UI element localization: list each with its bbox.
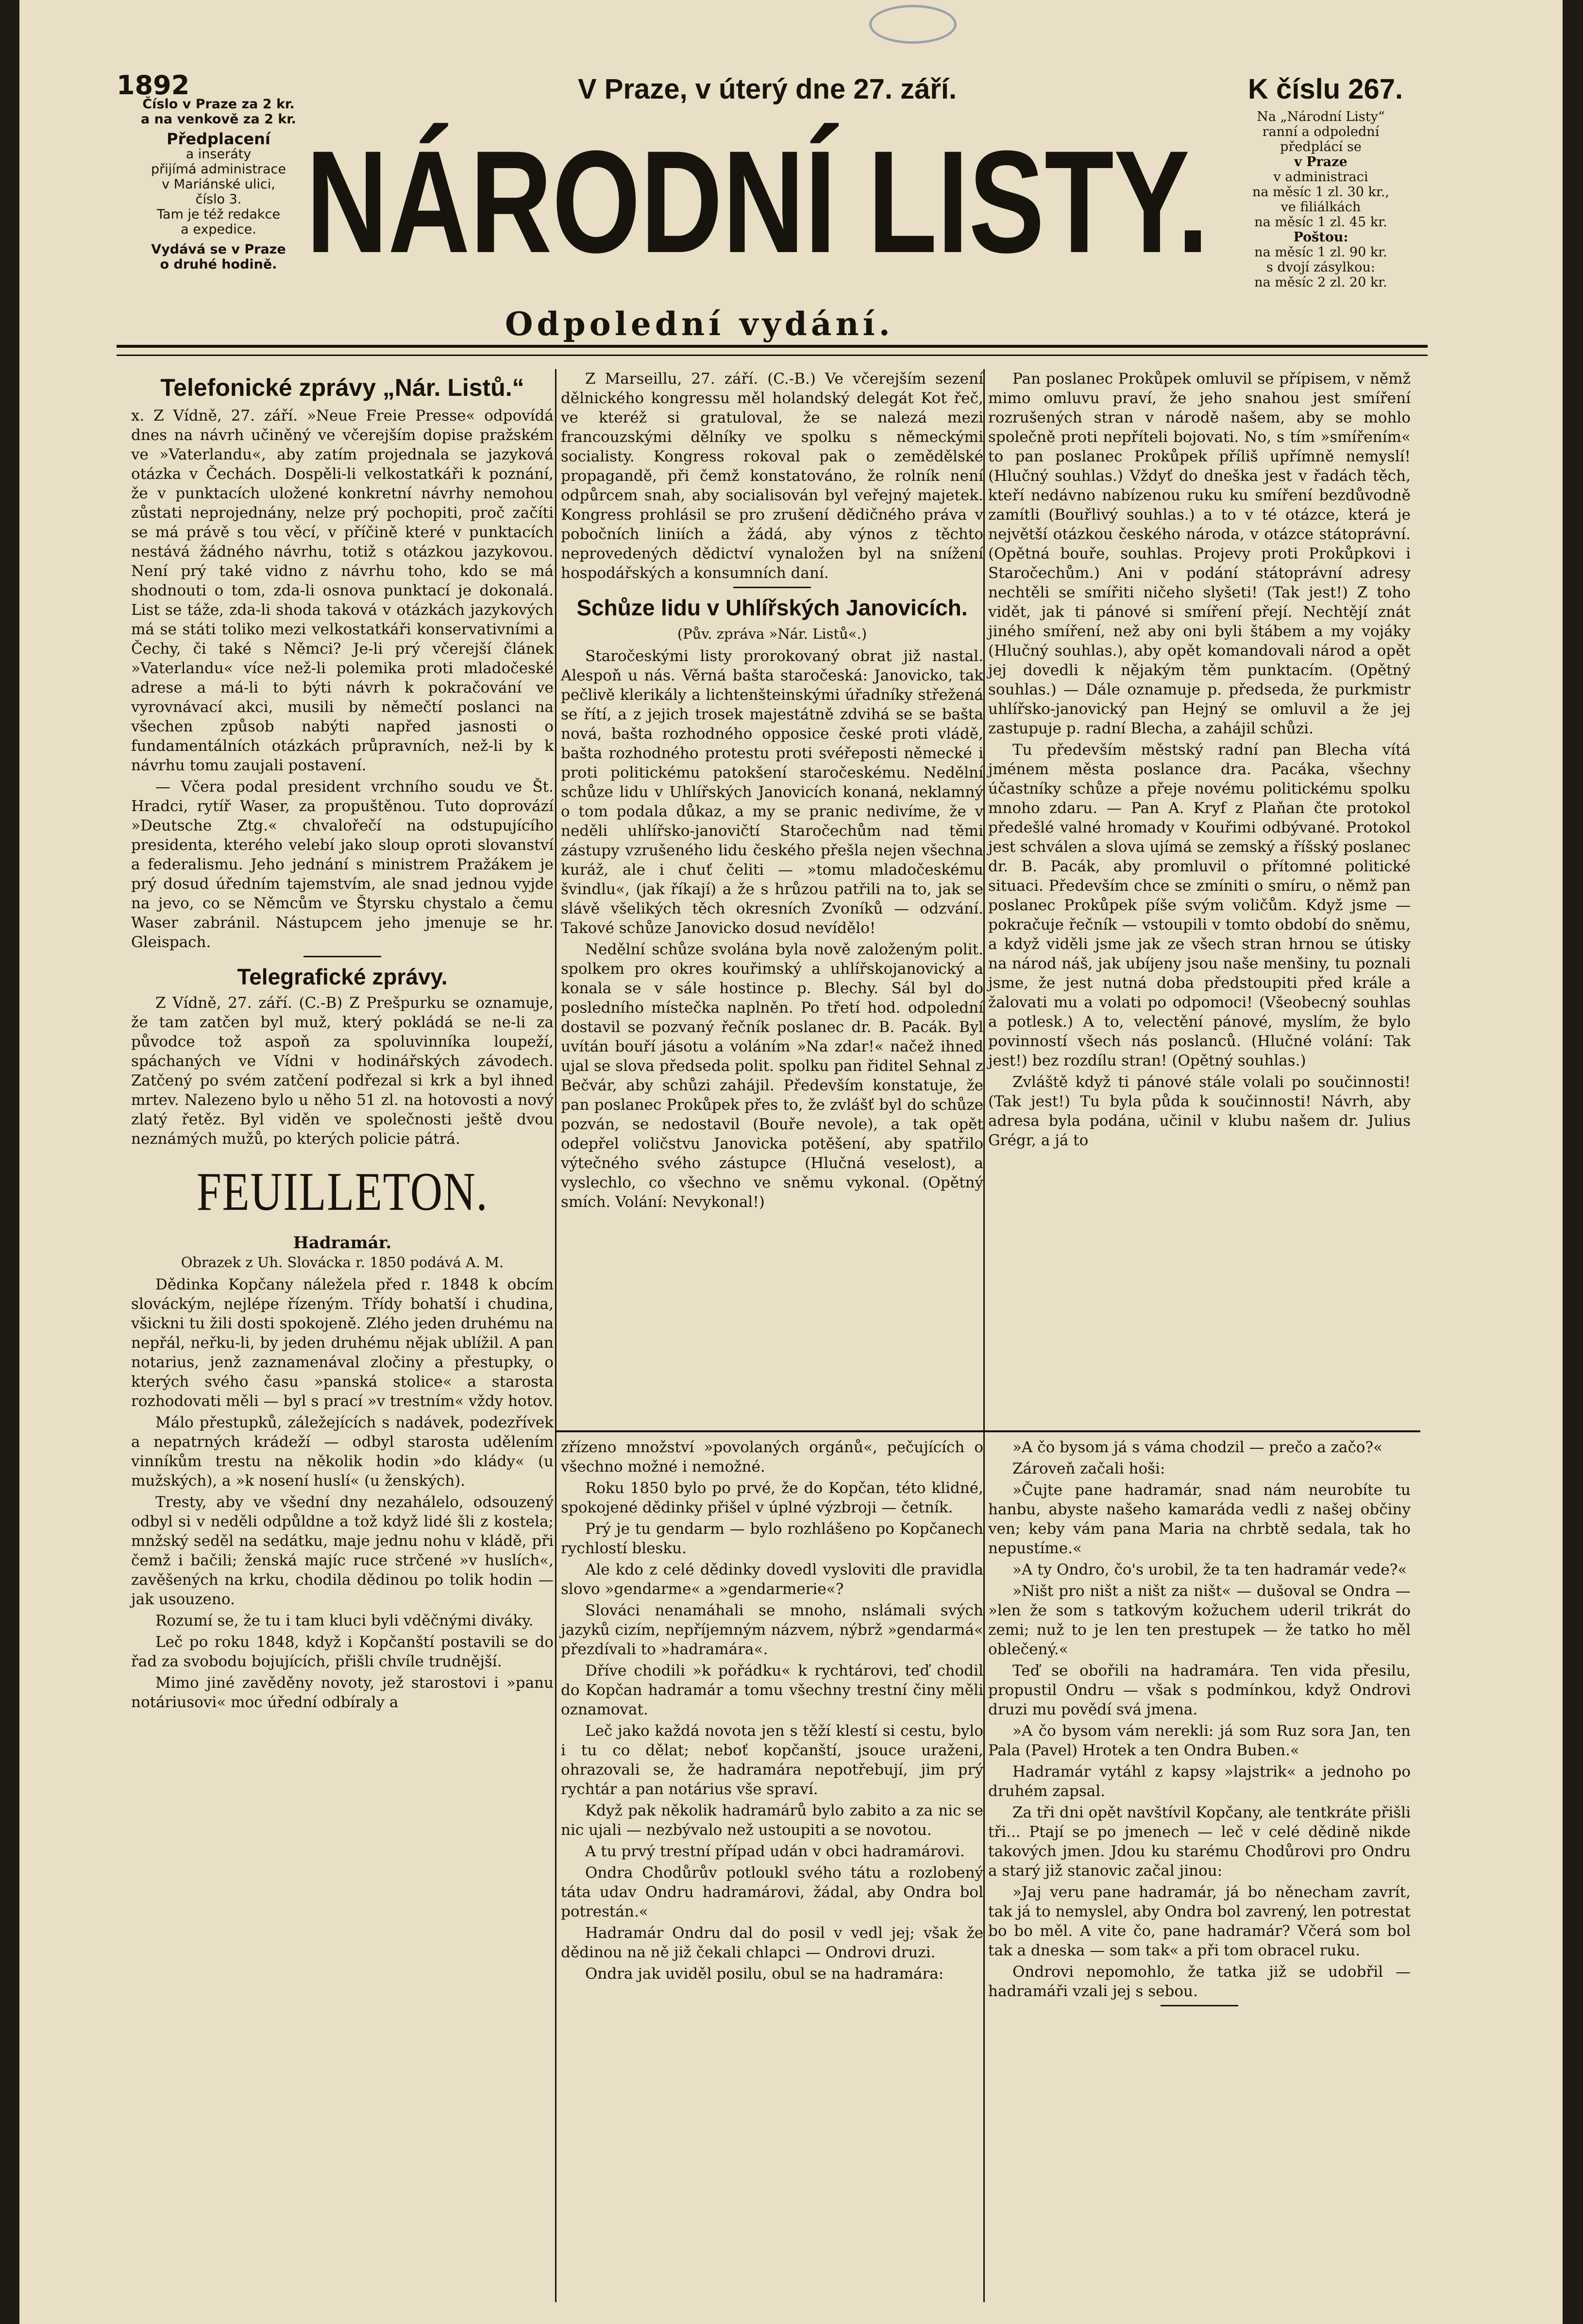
newspaper-page — [19, 0, 1563, 2324]
story-paragraph: Leč po roku 1848, když i Kopčanští postavili se do řad za svobodu bojujících, přišli chvíle trudnější. — [131, 1633, 554, 1670]
article-paragraph: Zvláště když ti pánové stále volali po součinnosti! (Tak jest!) Tu byla půda k součinnosti! Návrh, aby adresa byla podána, učinil v klubu našem dr. Julius Grégr, a já to — [988, 1073, 1411, 1149]
column-divider — [555, 369, 556, 2302]
story-paragraph: Prý je tu gendarm — bylo rozhlášeno po Kopčanech rychlostí blesku. — [561, 1520, 983, 1557]
article-paragraph: Z Vídně, 27. září. (C.-B) Z Prešpurku se oznamuje, že tam zatčen byl muž, který pokládá se ne-li za původce tož aspoň za spoluvinníka loupeží, spáchaných ve Vídni v hodinářských závodech. Zatčený po svém zatčení podřezal si krk a byl ihned mrtev. Nalezeno bylo u něho 51 zl. na hotovosti a nový zlatý řetěz. Byl viděn ve společnosti ještě dvou neznámých mužů, po kterých policie pátrá. — [131, 994, 554, 1148]
story-paragraph: Ondra jak uviděl posilu, obul se na hadramára: — [585, 1965, 944, 1983]
price-info: Číslo v Praze za 2 kr. a na venkově za 2 kr. — [141, 97, 296, 127]
divider — [1161, 2005, 1238, 2006]
story-paragraph: Leč jako každá novota jen s těží klestí si cestu, bylo i tu co dělat; neboť kopčanští, jsouce uraženi, ohrazovali se, že hadramára nepotřebují, jim prý rychtár a pan notárius vše spraví. — [561, 1722, 983, 1798]
library-stamp-icon — [869, 5, 957, 44]
feuilleton-heading: FEUILLETON. — [196, 1162, 488, 1222]
column-divider — [983, 369, 985, 2302]
story-paragraph: Slováci nenamáhali se mnoho, nslámali svých jazyků cizím, nepříjemným názvem, nýbrž »gendarmá« přezdívali to »hadramára«. — [561, 1602, 983, 1658]
story-paragraph: Zároveň začali hoši: — [1012, 1460, 1165, 1477]
story-paragraph: »A ty Ondro, čo's urobil, že ta ten hadramár vede?« — [1012, 1561, 1407, 1578]
story-paragraph: Teď se obořili na hadramára. Ten vida přesilu, propustil Ondru — však s podmínkou, když Ondrovi druzi mu povědí svá jmena. — [988, 1662, 1411, 1718]
year: 1892 — [117, 70, 190, 101]
masthead-right: Na „Národní Listy“ ranní a odpolední předplácí se v Praze v administraci na měsíc 1 zl. 30 kr., ve filiálkách na měsíc 1 zl. 45 kr. Poštou: na měsíc 1 zl. 90 kr. s dvojí zásylkou: na měsíc 2 zl. 20 kr. — [1252, 109, 1390, 290]
story-paragraph: Roku 1850 bylo po prvé, že do Kopčan, této klidné, spokojené dědinky přišel v úplné výzbroji — četník. — [561, 1479, 983, 1516]
subscription-info: Předplacení a inseráty přijímá administrace v Mariánské ulici, číslo 3. Tam je též redakce a expedice. — [151, 130, 286, 237]
issue-number: K číslu 267. — [1248, 73, 1403, 105]
section-heading-telephone: Telefonické zprávy „Nár. Listů.“ — [160, 374, 524, 401]
divider — [733, 587, 811, 588]
article-paragraph: x. Z Vídně, 27. září. »Neue Freie Presse« odpovídá dnes na návrh učiněný ve včerejším dopise pražském ve »Vaterlandu«, aby zatím projednala se jazyková otázka v Čechách. Dospěli-li velkostatkáři k poznání, že v punktacích uložené konkretní návrhy nemohou zůstati neprojednány, nelze prý pochopiti, proč začíti se má právě s tou věcí, v příčině které v punktacích nestává žádného návrhu, totiž s otázkou jazykovou. Není prý také vidno z návrhu toho, kdo se má shodnouti o tom, zda-li osnova punktací je dokonalá. List se táže, zda-li shoda taková v otázkách jazykových má se státi toliko mezi velkostatkáři konservativními a Čechy, či také s Němci? Je-li prý včerejší článek »Vaterlandu« více než-li polemika proti mladočeské adrese a má-li to býti návrh k pokračování ve vyrovnávací akci, musili by němečtí poslanci na všechen způsob nabýti napřed jasnosti o fundamentálních otázkách průpravních, než-li by k návrhu tomu zaujali postavení. — [131, 407, 554, 774]
article-paragraph: Nedělní schůze svolána byla nově založeným polit. spolkem pro okres kouřimský a uhlířskojanovický a konala se v sále hostince p. Blechy. Sál byl do posledního místečka naplněn. Po třetí hod. odpolední dostavil se pozvaný řečník poslanec dr. B. Pacák. Byl uvítán bouří jásotu a voláním »Na zdar!« načež ihned ujal se slova předseda polit. spolku pan řiditel Sehnal z Bečvár, aby schůzi zahájil. Především konstatuje, že pan poslanec Prokůpek přes to, že zvlášť byl do schůze pozván, se nedostavil (Bouře nevole), a tak opět odepřel voličstvu Janovicka potěšení, aby spatřilo výtečného svého zástupce (Hlučná veselost), a vyslechlo, co všechno ve sněmu vykonal. (Opětný smích. Volání: Nevykonal!) — [561, 941, 983, 1211]
article-paragraph: Staročeskými listy prorokovaný obrat již nastal. Alespoň u nás. Věrná bašta staročeská: Janovicko, tak pečlivě klerikály a lichtenšteinskými úřadníky střežená se řítí, a z jejich trosek majestátně zdvihá se se bašta nová, bašta rozhodného opposice české proti vládě, bašta rozhodného protestu proti svéřeposti německé i proti politickému patokšení staročeskému. Nedělní schůze lidu v Uhlířských Janovicích konaná, neklamný o tom podala důkaz, a my se pranic nedivíme, že v neděli uhlířsko-janovičtí Staročechům nad těmi zástupy vzrušeného lidu českého přešla nejen všechna kuráž, ale i chuť čeliti — »tomu mladočeskému švindlu«, (jak říkají) a že s hrůzou patřili na to, jak se slávě všelikých těch okresních Zvoníků — odzvání. Takové schůze Janovicko dosud nevídělo! — [561, 647, 983, 937]
story-paragraph: Hadramár Ondru dal do posil v vedl jej; však že dědinou na ně již čekali chlapci — Ondrovi druzi. — [561, 1924, 983, 1961]
masthead-rule — [117, 345, 1428, 356]
story-paragraph: Ale kdo z celé dědinky dovedl vysloviti dle pravidla slovo »gendarme« a »gendarmerie«? — [561, 1561, 983, 1598]
story-paragraph: Dříve chodili »k pořádku« k rychtárovi, teď chodil do Kopčan hadramár a tomu všechny trestní činy měli oznamovat. — [561, 1662, 983, 1718]
story-paragraph: Málo přestupků, záležejících s nadávek, podezřívek a nepatrných krádeží — odbyl starosta udělením vinníkům trestu na několik hodin »do klády« (u mužských), a »k nosení huslí« (u ženských). — [131, 1414, 554, 1490]
story-paragraph: Tresty, aby ve všední dny nezahálelo, odsouzený odbyl si v neděli odpůldne a tož když lidé šli z kostela; mnžský seděl na sedátku, maje jednu nohu v kládě, při čemž i bačili; ženská majíc ruce strčené »v huslích«, zavěšených na krku, chodila dědinou po tolik hodin — jak usouzeno. — [131, 1493, 554, 1608]
story-paragraph: Hadramár vytáhl z kapsy »lajstrik« a jednoho po druhém zapsal. — [988, 1763, 1411, 1800]
article-paragraph: — Včera podal president vrchního soudu ve Št. Hradci, rytíř Waser, za propuštěnou. Tuto doprovází »Deutsche Ztg.« chvalořečí na odstupujícího presidenta, kterého velebí jako sloup oproti slovanství a federalismu. Jeho jednání s ministrem Pražákem je prý dosud úředním tajemstvím, ale snad jednou vyjde na jevo, co se Němcům ve Štyrsku chystalo a čemu Waser zabránil. Nástupcem jeho jmenuje se hr. Gleispach. — [131, 778, 554, 951]
column-2 — [561, 369, 983, 1214]
section-heading-telegraph: Telegrafické zprávy. — [237, 964, 448, 989]
article-paragraph: Tu především městský radní pan Blecha vítá jménem města poslance dra. Pacáka, všechny účastníky schůze a přeje novému politickému spolku mnoho zdaru. — Pan A. Kryf z Plaňan čte protokol předešlé valné hromady v Kouřimi odbývané. Protokol jest schválen a slova ujímá se zemský a říšský poslanec dr. B. Pacák, aby promluvil o přítomné politické situaci. Především chce se zmíniti o smíru, o němž pan poslanec Prokůpek píše svým voličům. Když jsme — pokračuje řečník — vstoupili v tomto období do sněmu, a když viděli jsme jak ze všech stran hrnou se útisky na národ náš, jak ubíjeny jsou naše menšiny, tu poznali jsme, že jest nutná doba předstoupiti před krále a žalovati mu a volati po odpomoci! (Všeobecný souhlas a potlesk.) A to, velectění pánové, myslím, že bylo povinností všech nás poslanců. (Hlučné volání: Tak jest!) bez rozdílu stran! (Opětný souhlas.) — [988, 741, 1411, 1069]
feuilleton-column-3 — [988, 1438, 1411, 2012]
newspaper-title: NÁRODNÍ LISTY. — [306, 120, 1209, 283]
article-source: (Pův. zpráva »Nár. Listů«.) — [677, 626, 867, 642]
story-paragraph: Ondra Chodůrův potloukl svého tátu a rozlobený táta udav Ondru hadramárovi, žádal, aby Ondra bol potrestán.« — [561, 1864, 983, 1920]
publication-time: Vydává se v Praze o druhé hodině. — [151, 242, 286, 272]
story-paragraph: »Ništ pro ništ a ništ za ništ« — dušoval se Ondra — »len že som s tatkovým kožuchem uderil trikrát do zemi; nuž to je len ten prestupek — že tatko ho měl oblečený.« — [988, 1582, 1411, 1658]
story-paragraph: »A čo bysom já s váma chodzil — prečo a začo?« — [1012, 1439, 1383, 1456]
story-paragraph: A tu prvý trestní případ udán v obci hadramárovi. — [585, 1843, 965, 1860]
story-paragraph: Dědinka Kopčany náležela před r. 1848 k obcím slováckým, nejlépe řízeným. Třídy bohatší i chudina, všickni tu žili dosti spokojeně. Zlého jeden druhému na nepřál, neřku-li, by jeden druhému nějak ublížil. A pan notarius, jenž zaznamenával zločiny a přestupky, o kterých svého času »panská stolice« a starosta rozhodovati měli — byl s prací »v trestním« vždy hotov. — [131, 1276, 554, 1410]
article-paragraph: Z Marseillu, 27. září. (C.-B.) Ve včerejším sezení dělnického kongressu měl holandský delegát Kot řeč, ve kteréž si gratuloval, že se nalezá mezi francouzskými dělníky ve spolku s německými socialisty. Kongress rokoval pak o zemědělské propagandě, při čemž konstatováno, že rolník není odpůrcem snah, aby socialisován byl veřejný majetek. Kongress prohlásil se pro zrušení dědičného práva v pobočních liniích a žádá, aby výnos z těchto neprovedených dědictví vynaložen byl na snížení hospodářských a konsumních daní. — [561, 370, 983, 582]
story-paragraph: »Čujte pane hadramár, snad nám neurobíte tu hanbu, abyste našeho kamaráda vedli z našej občiny ven; keby vám pana Maria na chrbtě sedala, tak ho nepustíme.« — [988, 1481, 1411, 1557]
story-paragraph: Mimo jiné zavěděny novoty, jež starostovi i »panu notáriusovi« moc úřední odbíraly a — [131, 1674, 554, 1711]
story-subtitle: Obrazek z Uh. Slovácka r. 1850 podává A. M. — [181, 1254, 504, 1271]
divider — [303, 956, 381, 957]
feuilleton-rule — [556, 1430, 1420, 1432]
story-paragraph: zřízeno množství »povolaných orgánů«, pečujících o všechno možné i nemožné. — [561, 1439, 983, 1476]
section-heading-meeting: Schůze lidu v Uhlířských Janovicích. — [576, 595, 968, 620]
article-paragraph: Pan poslanec Prokůpek omluvil se přípisem, v němž mimo omluvu praví, že jeho snahou jest smíření rozrušených stran v národě našem, aby se mohlo společně proti nepříteli bojovati. No, s tím »smířením« to pan poslanec Prokůpek příliš upřímně nemyslí! (Hlučný souhlas.) Vždyť do dneška jest v řadách těch, kteří nedávno nabízenou ruku ku smíření bezdůvodně zamítli (Bouřlivý souhlas.) a to v té otázce, která je největší otázkou českého národa, v otázce státoprávní. (Opětná bouře, souhlas. Projevy proti Prokůpkovi i Staročechům.) Ani v podání státoprávní adresy nechtěli se smířiti ničeho slyšeti! (Tak jest!) Z toho vidět, jak ti pánové si smíření přejí. Nechtějí znát jiného smíření, než aby oni byli štábem a my vojáky (Hlučný souhlas.), aby opět komandovali národ a opět jej dovedli k nějakým těm punktacím. (Opětný souhlas.) — Dále oznamuje p. předseda, že purkmistr uhlířsko-janovický pan Hejný se omluvil a že jej zastupuje p. radní Blecha, a zahájil schůzi. — [988, 370, 1411, 737]
story-title: Hadramár. — [293, 1233, 392, 1253]
feuilleton-column-2 — [561, 1438, 983, 1985]
masthead-left — [117, 70, 320, 277]
column-1 — [131, 369, 554, 1714]
story-paragraph: Za tři dni opět navštívil Kopčany, ale tentkráte přišli tři... Ptají se po jmenech — leč v celé dědině nikde takových jmen. Jdou ku starému Chodůrovi pro Ondru a starý již stanovic začal jinou: — [988, 1804, 1411, 1880]
story-paragraph: Když pak několik hadramárů bylo zabito a za nic se nic ujali — nezbývalo než ustoupiti a se novotou. — [561, 1802, 983, 1839]
story-paragraph: »Jaj veru pane hadramár, já bo něnecham zavrít, tak já to nemyslel, aby Ondra bol zavrený, len potrestat bo bo měl. A vite čo, pane hadramár? Včerá som bol tak a dneska — som tak« a při tom obracel ruku. — [988, 1883, 1411, 1959]
issue-date: V Praze, v úterý dne 27. září. — [578, 73, 957, 105]
story-paragraph: Rozumí se, že tu i tam kluci byli vděčnými diváky. — [155, 1612, 534, 1629]
edition-label: Odpolední vydání. — [505, 305, 894, 343]
story-paragraph: Ondrovi nepomohlo, že tatka již se udobřil — hadramáři vzali jej s sebou. — [988, 1963, 1411, 2000]
column-3 — [988, 369, 1411, 1152]
story-paragraph: »A čo bysom vám nerekli: já som Ruz sora Jan, ten Pala (Pavel) Hrotek a ten Ondra Buben.« — [988, 1722, 1411, 1759]
